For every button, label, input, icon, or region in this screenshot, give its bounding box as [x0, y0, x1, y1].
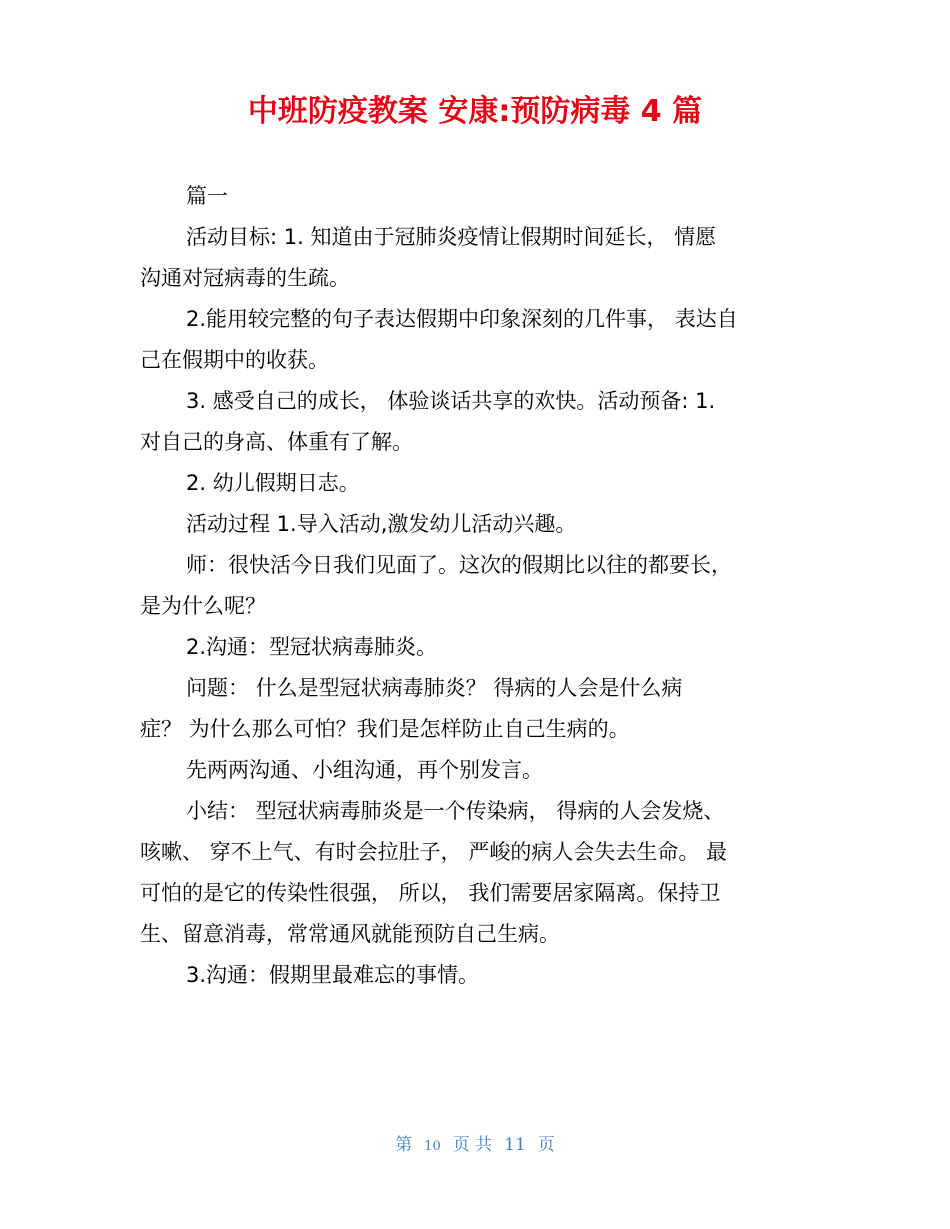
- paragraph-line: 2.能用较完整的句子表达假期中印象深刻的几件事， 表达自: [186, 307, 738, 331]
- paragraph-line: 2.沟通：型冠状病毒肺炎。: [186, 635, 438, 659]
- paragraph-line: 问题： 什么是型冠状病毒肺炎？ 得病的人会是什么病: [186, 676, 683, 700]
- footer-middle: 页 共: [452, 1135, 493, 1155]
- paragraph-line: 篇一: [186, 184, 228, 208]
- paragraph-line: 咳嗽、 穿不上气、有时会拉肚子， 严峻的病人会失去生命。 最: [140, 840, 728, 864]
- paragraph-line: 活动目标: 1. 知道由于冠肺炎疫情让假期时间延长， 情愿: [186, 225, 717, 249]
- paragraph-line: 沟通对冠病毒的生疏。: [140, 266, 350, 290]
- paragraph-line: 2. 幼儿假期日志。: [186, 471, 360, 495]
- paragraph-line: 小结： 型冠状病毒肺炎是一个传染病， 得病的人会发烧、: [186, 799, 725, 823]
- document-body: [140, 176, 810, 996]
- footer-total-pages: 11: [504, 1135, 526, 1155]
- paragraph-line: 是为什么呢？: [140, 594, 266, 618]
- paragraph-line: 己在假期中的收获。: [140, 348, 329, 372]
- paragraph-4: [140, 381, 810, 463]
- footer-current-page: 10: [424, 1139, 441, 1154]
- paragraph-line: 症？ 为什么那么可怕？我们是怎样防止自己生病的。: [140, 717, 630, 741]
- paragraph-2: [140, 217, 810, 299]
- paragraph-10: [140, 750, 810, 791]
- paragraph-line: 先两两沟通、小组沟通，再个别发言。: [186, 758, 543, 782]
- paragraph-line: 活动过程 1.导入活动,激发幼儿活动兴趣。: [186, 512, 577, 536]
- paragraph-line: 对自己的身高、体重有了解。: [140, 430, 413, 454]
- paragraph-12: [140, 955, 810, 996]
- paragraph-9: [140, 668, 810, 750]
- paragraph-1: [140, 176, 810, 217]
- paragraph-line: 3.沟通：假期里最难忘的事情。: [186, 963, 480, 987]
- paragraph-line: 师：很快活今日我们见面了。这次的假期比以往的都要长，: [186, 553, 732, 577]
- footer-prefix: 第: [395, 1135, 413, 1155]
- paragraph-8: [140, 627, 810, 668]
- paragraph-11: [140, 791, 810, 955]
- paragraph-line: 3. 感受自己的成长， 体验谈话共享的欢快。活动预备: 1.: [186, 389, 716, 413]
- paragraph-line: 生、留意消毒，常常通风就能预防自己生病。: [140, 922, 560, 946]
- footer-suffix: 页: [537, 1135, 555, 1155]
- paragraph-line: 可怕的是它的传染性很强， 所以， 我们需要居家隔离。保持卫: [140, 881, 721, 905]
- page-footer: [0, 1133, 950, 1159]
- paragraph-3: [140, 299, 810, 381]
- paragraph-7: [140, 545, 810, 627]
- paragraph-6: [140, 504, 810, 545]
- paragraph-5: [140, 463, 810, 504]
- document-title: 中班防疫教案 安康:预防病毒 4 篇: [247, 94, 703, 129]
